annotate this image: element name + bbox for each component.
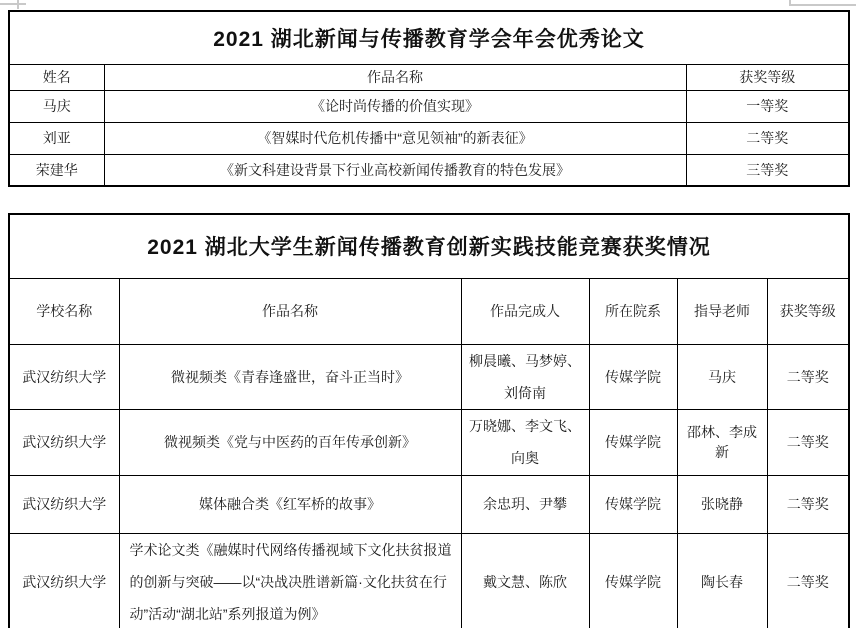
completers-cell: 柳晨曦、马梦婷、刘倚南	[461, 344, 589, 409]
table-row	[9, 154, 849, 186]
award-cell: 二等奖	[767, 344, 849, 409]
header-award-level: 获奖等级	[686, 64, 849, 90]
completers-cell: 余忠玥、尹攀	[461, 475, 589, 533]
work-title-cell: 学术论文类《融媒时代网络传播视域下文化扶贫报道的创新与突破——以“决战决胜谱新篇·文化扶贫在行动”活动“湖北站”系列报道为例》	[119, 533, 461, 628]
work-title-cell: 《论时尚传播的价值实现》	[104, 90, 686, 122]
table-row	[9, 475, 849, 533]
name-cell: 荣建华	[9, 154, 104, 186]
work-title-cell: 《新文科建设背景下行业高校新闻传播教育的特色发展》	[104, 154, 686, 186]
table-header-row	[9, 64, 849, 90]
advisor-cell: 陶长春	[677, 533, 767, 628]
table-row	[9, 122, 849, 154]
table-header-row	[9, 278, 849, 344]
cropped-table-artifact-top-right	[789, 0, 791, 6]
name-cell: 马庆	[9, 90, 104, 122]
work-title-cell: 媒体融合类《红军桥的故事》	[119, 475, 461, 533]
header-school-name: 学校名称	[9, 278, 119, 344]
header-award-level: 获奖等级	[767, 278, 849, 344]
award-cell: 二等奖	[767, 533, 849, 628]
awards-papers-table	[8, 10, 850, 187]
header-name: 姓名	[9, 64, 104, 90]
header-department: 所在院系	[589, 278, 677, 344]
name-cell: 刘亚	[9, 122, 104, 154]
school-cell: 武汉纺织大学	[9, 475, 119, 533]
table-row	[9, 214, 849, 278]
department-cell: 传媒学院	[589, 409, 677, 475]
table-row	[9, 90, 849, 122]
table-row	[9, 344, 849, 409]
school-cell: 武汉纺织大学	[9, 344, 119, 409]
table1-title: 2021 湖北新闻与传播教育学会年会优秀论文	[9, 11, 849, 64]
award-cell: 二等奖	[767, 409, 849, 475]
school-cell: 武汉纺织大学	[9, 409, 119, 475]
department-cell: 传媒学院	[589, 533, 677, 628]
header-work-title: 作品名称	[104, 64, 686, 90]
cropped-table-artifact-top-left	[17, 0, 19, 9]
department-cell: 传媒学院	[589, 475, 677, 533]
table2-title: 2021 湖北大学生新闻传播教育创新实践技能竞赛获奖情况	[9, 214, 849, 278]
header-advisor: 指导老师	[677, 278, 767, 344]
school-cell: 武汉纺织大学	[9, 533, 119, 628]
work-title-cell: 《智媒时代危机传播中“意见领袖”的新表征》	[104, 122, 686, 154]
advisor-cell: 张晓静	[677, 475, 767, 533]
work-title-cell: 微视频类《党与中医药的百年传承创新》	[119, 409, 461, 475]
award-cell: 二等奖	[686, 122, 849, 154]
competition-awards-table	[8, 213, 850, 628]
advisor-cell: 马庆	[677, 344, 767, 409]
work-title-cell: 微视频类《青春逢盛世，奋斗正当时》	[119, 344, 461, 409]
award-cell: 一等奖	[686, 90, 849, 122]
header-completers: 作品完成人	[461, 278, 589, 344]
award-cell: 二等奖	[767, 475, 849, 533]
completers-cell: 戴文慧、陈欣	[461, 533, 589, 628]
table-row	[9, 11, 849, 64]
department-cell: 传媒学院	[589, 344, 677, 409]
table-row	[9, 409, 849, 475]
advisor-cell: 邵林、李成新	[677, 409, 767, 475]
table-row	[9, 533, 849, 628]
cropped-table-artifact-top-left	[0, 3, 26, 5]
cropped-table-artifact-top-right	[789, 4, 856, 6]
award-cell: 三等奖	[686, 154, 849, 186]
header-work-title: 作品名称	[119, 278, 461, 344]
completers-cell: 万晓娜、李文飞、向奥	[461, 409, 589, 475]
